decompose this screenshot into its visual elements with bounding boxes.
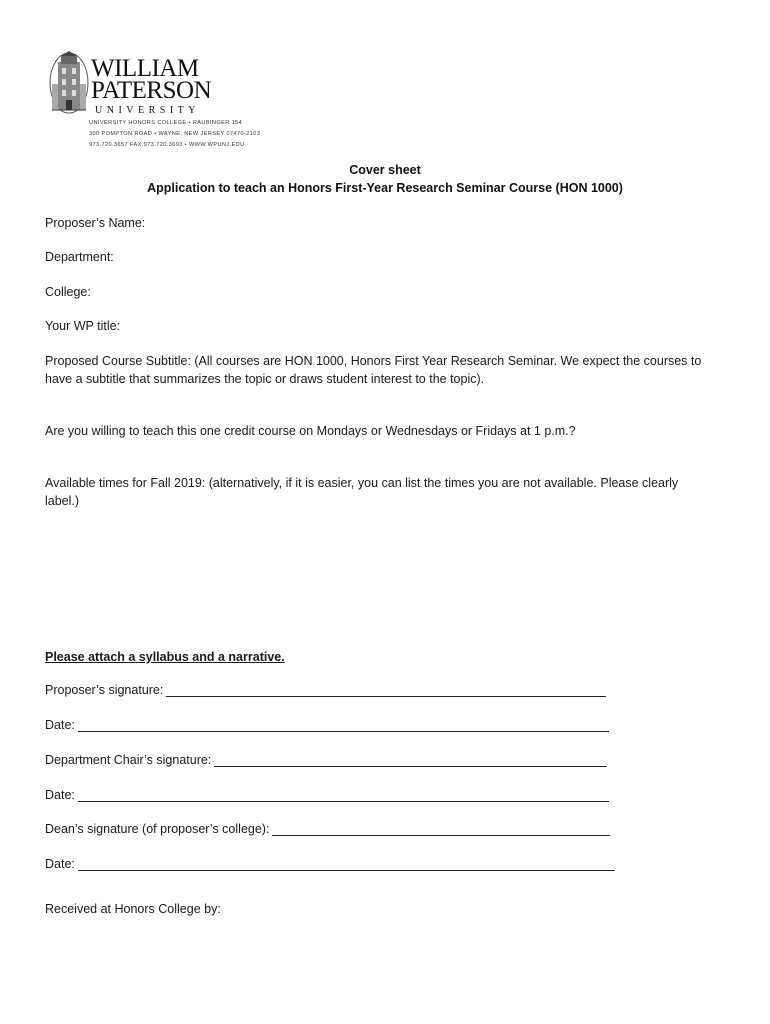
address-line-1: UNIVERSITY HONORS COLLEGE • RAUBINGER 154 [89,120,243,126]
date-row-1 [45,718,609,732]
proposer-name-field: Proposer’s Name: [45,216,146,230]
attach-note: Please attach a syllabus and a narrative. [45,650,285,664]
proposer-signature-label: Proposer’s signature: [45,683,164,697]
willing-question: Are you willing to teach this one credit course on Mondays or Wednesdays or Fridays at 1 p.m.? [45,424,576,438]
date-label-1: Date: [45,718,75,732]
received-field: Received at Honors College by: [45,902,221,916]
letterhead-address [89,118,260,151]
dean-signature-line[interactable] [272,822,610,836]
date-row-3 [45,857,615,871]
university-wordmark [91,55,212,116]
date-label-3: Date: [45,857,75,871]
date-label-2: Date: [45,788,75,802]
dean-signature-label: Dean’s signature (of proposer’s college): [45,822,270,836]
date-line-1[interactable] [78,718,609,732]
proposer-signature-line[interactable] [166,683,606,697]
wordmark-line-2: PATERSON [91,77,212,104]
wordmark-line-3: UNIVERSITY [95,105,200,116]
university-tower-logo-icon [47,50,91,116]
document-subtitle: Application to teach an Honors First-Year Research Seminar Course (HON 1000) [147,181,623,195]
proposed-subtitle-field: Proposed Course Subtitle: (All courses are HON 1000, Honors First Year Research Seminar. We expect the courses to have a subtitle that summarizes the topic or draws student interest to the topic). [45,354,702,386]
available-times-field: Available times for Fall 2019: (alternatively, if it is easier, you can list the times you are not available. Please clearly label.) [45,476,679,508]
department-field: Department: [45,250,114,264]
letterhead [47,50,307,150]
chair-signature-line[interactable] [214,753,607,767]
college-field: College: [45,285,91,299]
wp-title-field: Your WP title: [45,319,121,333]
date-line-3[interactable] [78,857,615,871]
wordmark-line-1: WILLIAM [91,55,199,82]
chair-signature-row [45,753,607,767]
address-line-2: 300 POMPTON ROAD • WAYNE, NEW JERSEY 07470-2103 [89,131,261,137]
proposer-signature-row [45,683,606,697]
dean-signature-row [45,822,610,836]
document-title: Cover sheet [349,163,421,177]
date-line-2[interactable] [78,788,609,802]
date-row-2 [45,788,609,802]
chair-signature-label: Department Chair’s signature: [45,753,212,767]
address-line-3: 973.720.3657 FAX 973.720.3693 • WWW.WPUNJ.EDU [89,142,245,148]
